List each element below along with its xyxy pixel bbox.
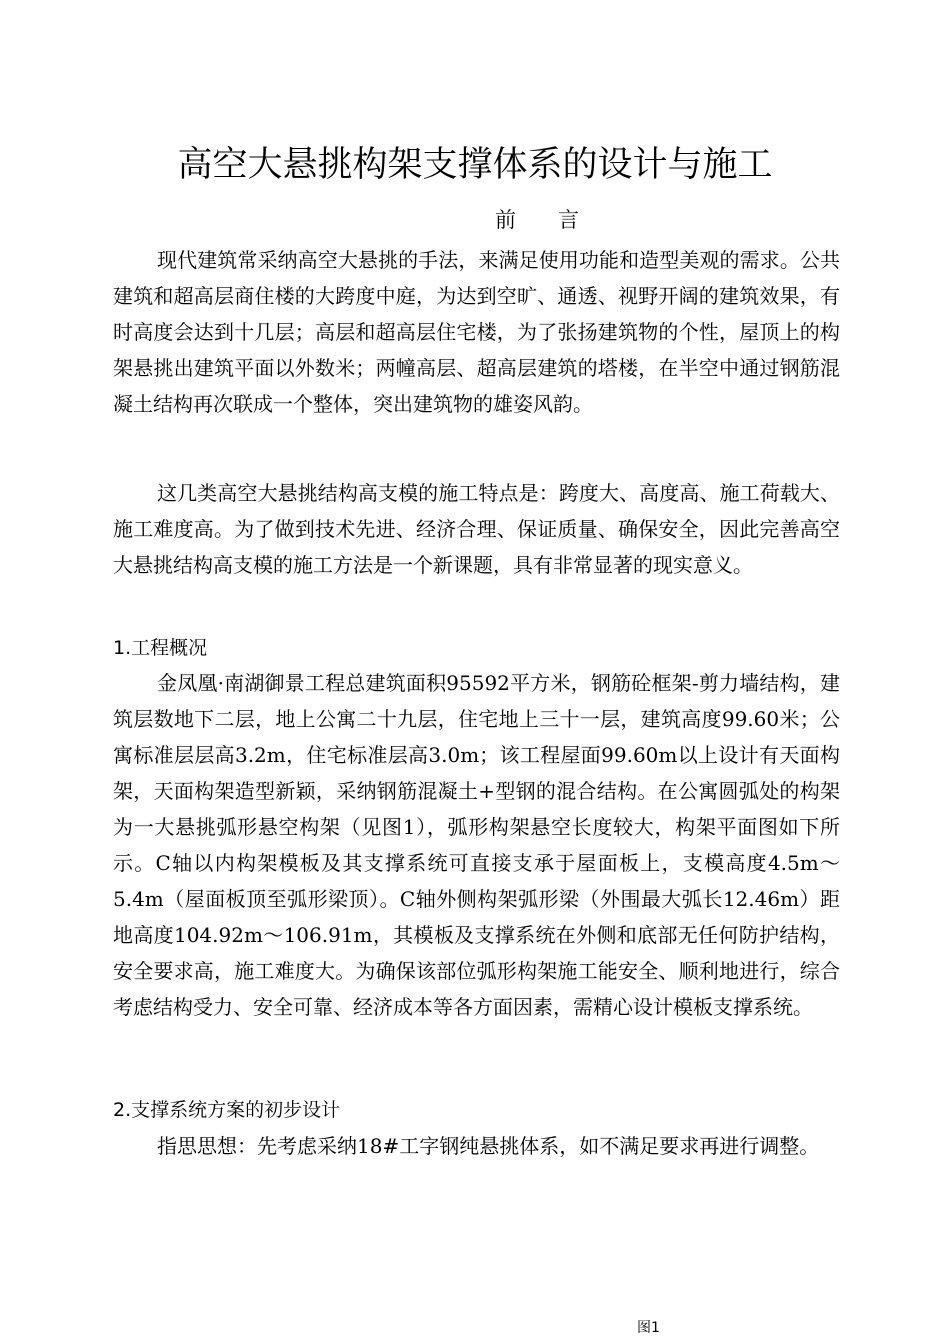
project-overview-paragraph: 金凤凰·南湖御景工程总建筑面积95592平方米，钢筋砼框架-剪力墙结构，建筑层数地下二层，地上公寓二十九层，住宅地上三十一层，建筑高度99.60米；公寓标准层层高3.2m，住宅标准层高3.0m；该工程屋面99.60m以上设计有天面构架，天面构架造型新颖，采纳钢筋混凝土+型钢的混合结构。在公寓圆弧处的构架为一大悬挑弧形悬空构架（见图1），弧形构架悬空长度较大，构架平面图如下所示。C轴以内构架模板及其支撑系统可直接支承于屋面板上，支模高度4.5m～5.4m（屋面板顶至弧形梁顶）。C轴外侧构架弧形梁（外围最大弧长12.46m）距地高度104.92m～106.91m，其模板及支撑系统在外侧和底部无任何防护结构，安全要求高，施工难度大。为确保该部位弧形构架施工能安全、顺利地进行，综合考虑结构受力、安全可靠、经济成本等各方面因素，需精心设计模板支撑系统。 [113, 671, 840, 1019]
figure-caption: 图1 [637, 1320, 660, 1336]
section-heading-support-system-design: 2.支撑系统方案的初步设计 [113, 1099, 341, 1121]
section-heading-project-overview: 1.工程概况 [113, 637, 208, 659]
preface-paragraph-1: 现代建筑常采纳高空大悬挑的手法，来满足使用功能和造型美观的需求。公共建筑和超高层商住楼的大跨度中庭，为达到空旷、通透、视野开阔的建筑效果，有时高度会达到十几层；高层和超高层住宅楼，为了张扬建筑物的个性，屋顶上的构架悬挑出建筑平面以外数米；两幢高层、超高层建筑的塔楼，在半空中通过钢筋混凝土结构再次联成一个整体，突出建筑物的雄姿风韵。 [113, 248, 840, 416]
document-title: 高空大悬挑构架支撑体系的设计与施工 [177, 145, 773, 185]
support-system-paragraph: 指思思想：先考虑采纳18#工字钢纯悬挑体系，如不满足要求再进行调整。 [157, 1134, 820, 1158]
preface-heading: 前 言 [495, 208, 579, 232]
preface-paragraph-2: 这几类高空大悬挑结构高支模的施工特点是：跨度大、高度高、施工荷载大、施工难度高。为了做到技术先进、经济合理、保证质量、确保安全，因此完善高空大悬挑结构高支模的施工方法是一个新课题，具有非常显著的现实意义。 [113, 481, 840, 577]
